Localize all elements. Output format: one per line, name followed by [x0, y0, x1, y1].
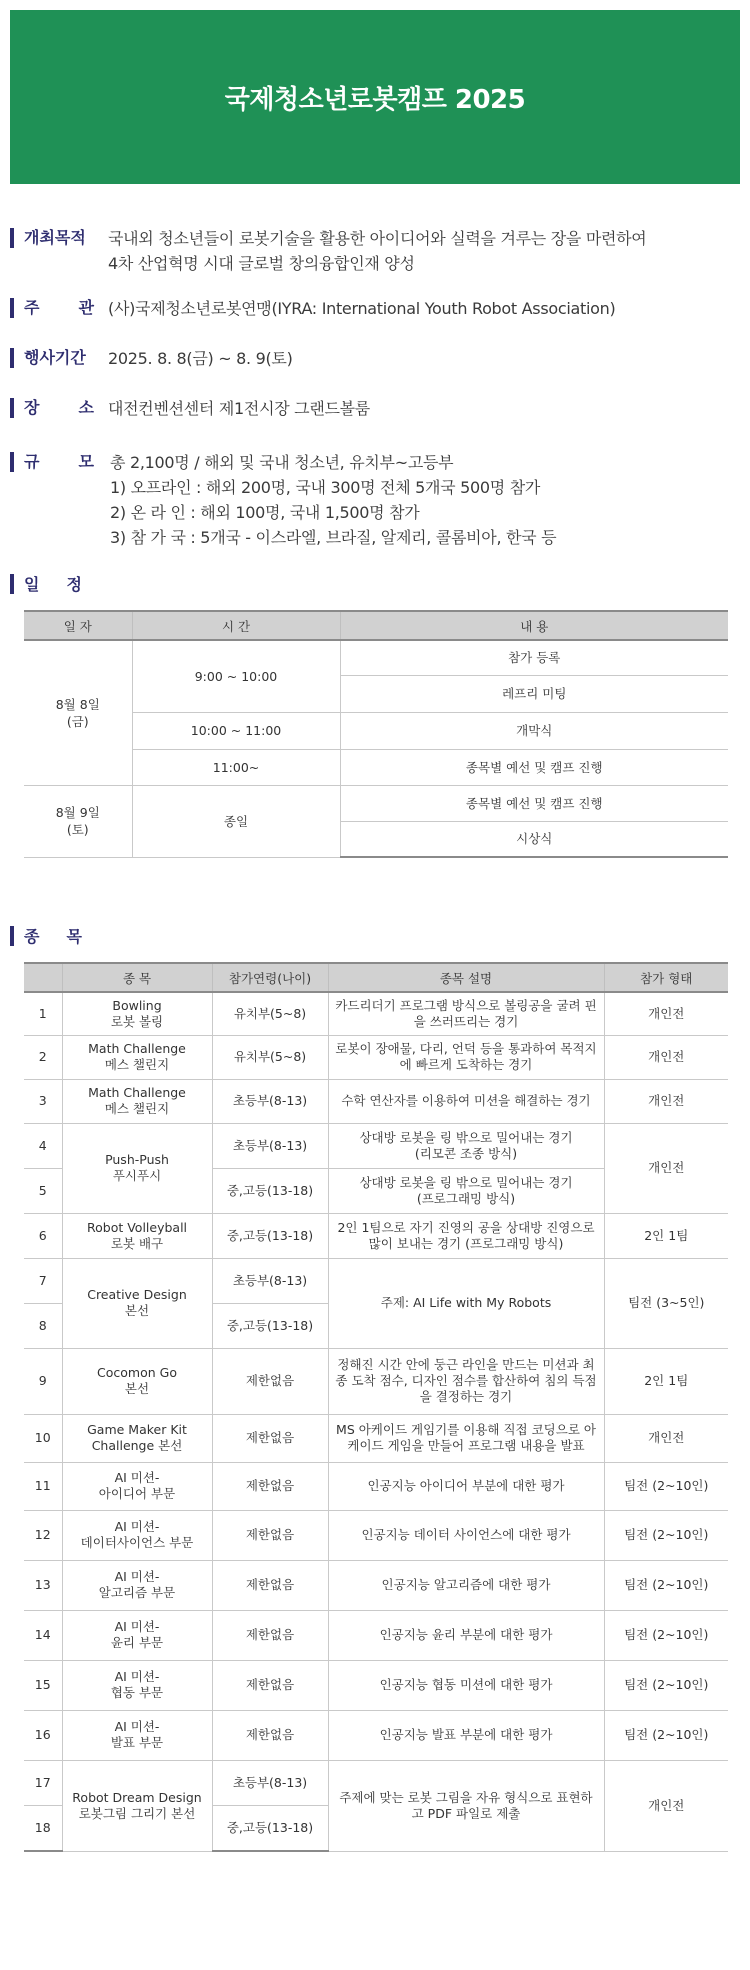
cell-desc: 인공지능 알고리즘에 대한 평가 [328, 1560, 604, 1610]
col-header-event: 종 목 [62, 963, 212, 992]
cell-type: 팀전 (3~5인) [604, 1258, 728, 1348]
cell-age: 초등부(8-13) [212, 1760, 328, 1805]
cell-time: 10:00 ~ 11:00 [132, 712, 340, 749]
cell-event: AI 미션- 발표 부문 [62, 1710, 212, 1760]
cell-no: 16 [24, 1710, 62, 1760]
cell-event: Bowling 로봇 볼링 [62, 992, 212, 1035]
cell-event: AI 미션- 알고리즘 부문 [62, 1560, 212, 1610]
info-label-period: 행사기간 [24, 348, 86, 367]
cell-age: 제한없음 [212, 1510, 328, 1560]
cell-no: 8 [24, 1303, 62, 1348]
cell-type: 팀전 (2~10인) [604, 1510, 728, 1560]
cell-event: Robot Volleyball 로봇 배구 [62, 1213, 212, 1258]
col-header-date: 일 자 [24, 611, 132, 640]
cell-content: 종목별 예선 및 캠프 진행 [340, 749, 728, 785]
cell-desc: 인공지능 데이터 사이언스에 대한 평가 [328, 1510, 604, 1560]
cell-event: Game Maker Kit Challenge 본선 [62, 1414, 212, 1462]
col-header-no [24, 963, 62, 992]
cell-desc: 주제: AI Life with My Robots [328, 1258, 604, 1348]
cell-desc: 카드리더기 프로그램 방식으로 볼링공을 굴려 핀 을 쓰러뜨리는 경기 [328, 992, 604, 1035]
cell-type: 개인전 [604, 1414, 728, 1462]
cell-type: 개인전 [604, 1123, 728, 1213]
col-header-time: 시 간 [132, 611, 340, 640]
cell-age: 초등부(8-13) [212, 1123, 328, 1168]
cell-no: 7 [24, 1258, 62, 1303]
cell-age: 제한없음 [212, 1610, 328, 1660]
table-row [24, 1462, 728, 1510]
cell-no: 10 [24, 1414, 62, 1462]
cell-no: 13 [24, 1560, 62, 1610]
cell-desc: 수학 연산자를 이용하여 미션을 해결하는 경기 [328, 1079, 604, 1123]
cell-event: Push-Push 푸시푸시 [62, 1123, 212, 1213]
cell-time: 종일 [132, 785, 340, 857]
cell-type: 팀전 (2~10인) [604, 1560, 728, 1610]
cell-desc: MS 아케이드 게임기를 이용해 직접 코딩으로 아 케이드 게임을 만들어 프로그램 내용을 발표 [328, 1414, 604, 1462]
section-bar [10, 574, 14, 594]
events-table [24, 962, 728, 1852]
cell-desc: 주제에 맞는 로봇 그림을 자유 형식으로 표현하 고 PDF 파일로 제출 [328, 1760, 604, 1851]
section-bar [10, 348, 14, 368]
cell-event: AI 미션- 협동 부문 [62, 1660, 212, 1710]
table-row [24, 1510, 728, 1560]
cell-event: AI 미션- 아이디어 부문 [62, 1462, 212, 1510]
cell-desc: 인공지능 협동 미션에 대한 평가 [328, 1660, 604, 1710]
cell-desc: 로봇이 장애물, 다리, 언덕 등을 통과하여 목적지 에 빠르게 도착하는 경기 [328, 1035, 604, 1079]
cell-age: 중,고등(13-18) [212, 1213, 328, 1258]
cell-no: 14 [24, 1610, 62, 1660]
info-scale-value: 총 2,100명 / 해외 및 국내 청소년, 유치부~고등부 1) 오프라인 : 해외 200명, 국내 300명 전체 5개국 500명 참가 2) 온 라 인 : 해외 100명, 국내 1,500명 참가 3) 참 가 국 : 5개국 - 이스라엘, 브라질, 알제리, 콜롬비아, 한국 등 [110, 453, 557, 547]
table-row [24, 1213, 728, 1258]
cell-desc: 인공지능 발표 부분에 대한 평가 [328, 1710, 604, 1760]
section-bar [10, 298, 14, 318]
info-place-value: 대전컨벤션센터 제1전시장 그랜드볼룸 [108, 399, 370, 418]
cell-age: 제한없음 [212, 1560, 328, 1610]
cell-no: 4 [24, 1123, 62, 1168]
page-title: 국제청소년로봇캠프 2025 [224, 84, 526, 115]
col-header-desc: 종목 설명 [328, 963, 604, 992]
table-row [24, 1560, 728, 1610]
cell-no: 11 [24, 1462, 62, 1510]
section-bar [10, 398, 14, 418]
cell-desc: 인공지능 윤리 부분에 대한 평가 [328, 1610, 604, 1660]
col-header-age: 참가연령(나이) [212, 963, 328, 992]
table-row [24, 1710, 728, 1760]
cell-content: 개막식 [340, 712, 728, 749]
cell-no: 9 [24, 1348, 62, 1414]
table-row [24, 1348, 728, 1414]
cell-age: 중,고등(13-18) [212, 1168, 328, 1213]
table-row [24, 1079, 728, 1123]
info-host-value: (사)국제청소년로봇연맹(IYRA: International Youth Robot Association) [108, 299, 616, 318]
cell-age: 제한없음 [212, 1462, 328, 1510]
cell-type: 팀전 (2~10인) [604, 1660, 728, 1710]
cell-event: AI 미션- 데이터사이언스 부문 [62, 1510, 212, 1560]
cell-event: AI 미션- 윤리 부문 [62, 1610, 212, 1660]
table-header-row [24, 611, 728, 640]
info-label-purpose: 개최목적 [24, 228, 86, 247]
table-row [24, 1035, 728, 1079]
cell-no: 2 [24, 1035, 62, 1079]
table-header-row [24, 963, 728, 992]
cell-age: 제한없음 [212, 1348, 328, 1414]
cell-no: 6 [24, 1213, 62, 1258]
cell-age: 유치부(5~8) [212, 992, 328, 1035]
cell-no: 15 [24, 1660, 62, 1710]
cell-no: 17 [24, 1760, 62, 1805]
cell-time: 11:00~ [132, 749, 340, 785]
cell-desc: 인공지능 아이디어 부분에 대한 평가 [328, 1462, 604, 1510]
section-schedule-title: 일 정 [10, 572, 82, 595]
cell-age: 제한없음 [212, 1414, 328, 1462]
cell-day2: 8월 9일 (토) [24, 785, 132, 857]
info-purpose-value: 국내외 청소년들이 로봇기술을 활용한 아이디어와 실력을 겨루는 장을 마련하여 4차 산업혁명 시대 글로벌 창의융합인재 양성 [108, 229, 647, 273]
cell-content: 레프리 미팅 [340, 675, 728, 712]
section-bar [10, 926, 14, 946]
cell-event: Math Challenge 메스 챌린지 [62, 1035, 212, 1079]
cell-day1: 8월 8일 (금) [24, 640, 132, 785]
table-row [24, 1414, 728, 1462]
cell-event: Creative Design 본선 [62, 1258, 212, 1348]
cell-type: 2인 1팀 [604, 1348, 728, 1414]
cell-event: Math Challenge 메스 챌린지 [62, 1079, 212, 1123]
cell-age: 중,고등(13-18) [212, 1805, 328, 1851]
col-header-type: 참가 형태 [604, 963, 728, 992]
cell-no: 3 [24, 1079, 62, 1123]
cell-desc: 2인 1팀으로 자기 진영의 공을 상대방 진영으로 많이 보내는 경기 (프로그래밍 방식) [328, 1213, 604, 1258]
cell-desc: 정해진 시간 안에 둥근 라인을 만드는 미션과 최 종 도착 점수, 디자인 점수를 합산하여 침의 득점 을 결정하는 경기 [328, 1348, 604, 1414]
table-row [24, 1610, 728, 1660]
cell-content: 시상식 [340, 821, 728, 857]
cell-age: 초등부(8-13) [212, 1258, 328, 1303]
cell-desc: 상대방 로봇을 링 밖으로 밀어내는 경기 (프로그래밍 방식) [328, 1168, 604, 1213]
info-label-scale: 규 모 [24, 452, 94, 471]
cell-age: 중,고등(13-18) [212, 1303, 328, 1348]
cell-content: 종목별 예선 및 캠프 진행 [340, 785, 728, 821]
cell-age: 제한없음 [212, 1710, 328, 1760]
cell-no: 12 [24, 1510, 62, 1560]
cell-type: 개인전 [604, 1760, 728, 1851]
table-row [24, 640, 728, 675]
table-row [24, 992, 728, 1035]
table-row [24, 785, 728, 821]
cell-event: Cocomon Go 본선 [62, 1348, 212, 1414]
cell-type: 팀전 (2~10인) [604, 1710, 728, 1760]
info-label-place: 장 소 [24, 398, 94, 417]
info-period-value: 2025. 8. 8(금) ~ 8. 9(토) [108, 349, 293, 368]
table-row [24, 1258, 728, 1303]
cell-type: 팀전 (2~10인) [604, 1462, 728, 1510]
schedule-table [24, 610, 728, 858]
cell-age: 유치부(5~8) [212, 1035, 328, 1079]
cell-type: 개인전 [604, 1035, 728, 1079]
cell-content: 참가 등록 [340, 640, 728, 675]
table-row [24, 1123, 728, 1168]
cell-event: Robot Dream Design 로봇그림 그리기 본선 [62, 1760, 212, 1851]
cell-age: 초등부(8-13) [212, 1079, 328, 1123]
table-row [24, 1760, 728, 1805]
cell-type: 팀전 (2~10인) [604, 1610, 728, 1660]
table-row [24, 1660, 728, 1710]
cell-no: 5 [24, 1168, 62, 1213]
cell-no: 18 [24, 1805, 62, 1851]
cell-desc: 상대방 로봇을 링 밖으로 밀어내는 경기 (리모콘 조종 방식) [328, 1123, 604, 1168]
header-banner [10, 10, 740, 184]
cell-age: 제한없음 [212, 1660, 328, 1710]
section-bar [10, 228, 14, 248]
cell-type: 2인 1팀 [604, 1213, 728, 1258]
info-label-host: 주 관 [24, 298, 94, 317]
section-bar [10, 452, 14, 472]
col-header-content: 내 용 [340, 611, 728, 640]
cell-time: 9:00 ~ 10:00 [132, 640, 340, 712]
cell-type: 개인전 [604, 1079, 728, 1123]
section-events-title: 종 목 [10, 924, 82, 947]
cell-type: 개인전 [604, 992, 728, 1035]
cell-no: 1 [24, 992, 62, 1035]
